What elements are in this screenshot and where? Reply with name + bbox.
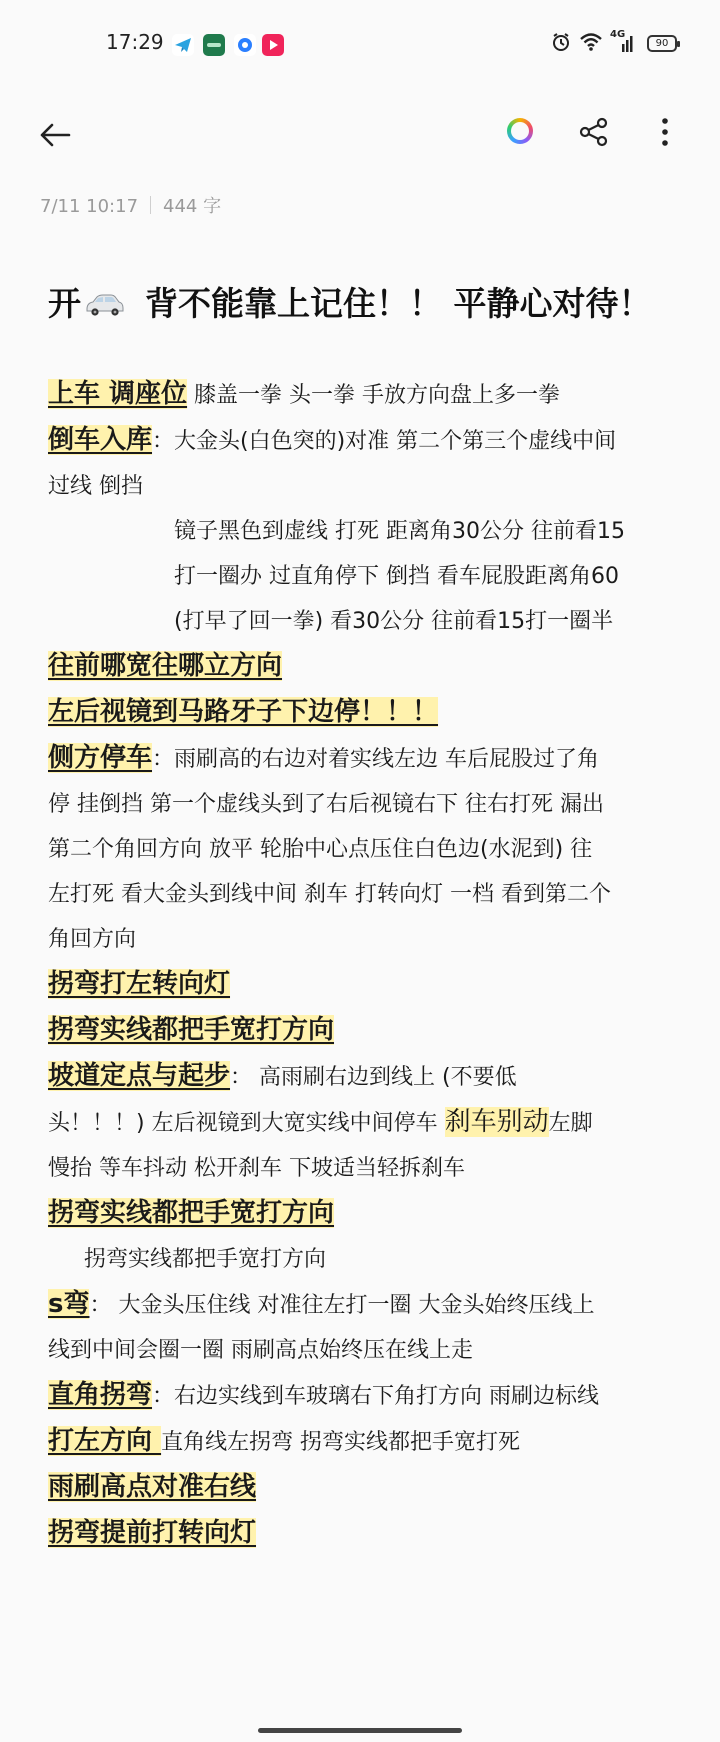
highlighted-heading: 拐弯实线都把手宽打方向 <box>48 1198 335 1228</box>
note-line <box>48 554 678 599</box>
highlighted-heading: 拐弯打左转向灯 <box>48 969 231 999</box>
note-text: 膝盖一拳 头一拳 手放方向盘上多一拳 <box>187 383 561 408</box>
wifi-icon <box>580 32 602 56</box>
status-time: 17:29 <box>106 30 164 54</box>
note-line <box>48 1465 678 1511</box>
title-prefix: 开 <box>48 284 81 323</box>
share-icon[interactable] <box>578 116 610 148</box>
note-line <box>48 1191 678 1237</box>
color-theme-icon[interactable] <box>507 118 533 144</box>
note-line <box>48 509 678 554</box>
battery-indicator: 90 <box>647 35 677 52</box>
more-options-icon[interactable] <box>656 114 674 150</box>
network-type: 4G <box>610 29 626 40</box>
note-line <box>48 1054 678 1100</box>
note-line <box>48 1008 678 1054</box>
note-date: 7/11 10:17 <box>40 196 139 217</box>
note-line <box>48 872 678 917</box>
note-text: 打一圈办 过直角停下 倒挡 看车屁股距离角60 <box>174 564 619 589</box>
highlighted-heading: 打左方向 <box>48 1426 162 1456</box>
blue-app-notification-icon <box>234 34 256 56</box>
note-line <box>48 736 678 782</box>
highlighted-heading: 拐弯提前打转向灯 <box>48 1518 257 1548</box>
note-line <box>48 827 678 872</box>
note-line <box>48 1237 678 1282</box>
note-line <box>48 372 678 418</box>
note-line <box>48 1328 678 1373</box>
note-text: 拐弯实线都把手宽打方向 <box>84 1247 327 1272</box>
highlighted-heading: 往前哪宽往哪立方向 <box>48 651 283 681</box>
note-text: ：雨刷高的右边对着实线左边 车后屁股过了角 <box>152 747 600 772</box>
note-body[interactable] <box>48 372 678 1557</box>
note-line <box>48 962 678 1008</box>
note-text: ：右边实线到车玻璃右下角打方向 雨刷边标线 <box>152 1384 600 1409</box>
highlighted-heading: 坡道定点与起步 <box>48 1061 231 1091</box>
note-text: 角回方向 <box>48 927 137 952</box>
note-title[interactable] <box>48 278 652 325</box>
meta-divider <box>150 196 151 214</box>
highlighted-heading: 左后视镜到马路牙子下边停！！！ <box>48 697 439 727</box>
note-text: 头！！！) 左后视镜到大宽实线中间停车 <box>48 1111 445 1136</box>
title-text: 背不能靠上记住！！ 平静心对待！ <box>145 284 652 323</box>
highlighted-heading: 倒车入库 <box>48 425 153 455</box>
note-line <box>48 644 678 690</box>
highlighted-heading: 雨刷高点对准右线 <box>48 1472 257 1502</box>
note-line <box>48 690 678 736</box>
note-line <box>48 917 678 962</box>
highlighted-heading: 上车 调座位 <box>48 379 188 409</box>
note-text: 左脚 <box>548 1111 593 1136</box>
note-text: 直角线左拐弯 拐弯实线都把手宽打死 <box>161 1430 521 1455</box>
note-line <box>48 1282 678 1328</box>
alarm-icon <box>551 32 571 56</box>
status-bar <box>0 0 720 92</box>
note-meta <box>40 192 221 218</box>
highlighted-heading: 侧方停车 <box>48 743 153 773</box>
highlighted-heading: 直角拐弯 <box>48 1380 153 1410</box>
note-text: ： 大金头压住线 对准往左打一圈 大金头始终压线上 <box>89 1293 595 1318</box>
note-line <box>48 1146 678 1191</box>
highlighted-heading: 拐弯实线都把手宽打方向 <box>48 1015 335 1045</box>
note-text: 第二个角回方向 放平 轮胎中心点压住白色边(水泥到) 往 <box>48 837 593 862</box>
note-text: ：大金头(白色突的)对准 第二个第三个虚线中间 <box>152 429 617 454</box>
note-line <box>48 1100 678 1146</box>
note-line <box>48 464 678 509</box>
note-line <box>48 782 678 827</box>
car-emoji-icon <box>83 286 125 310</box>
note-line <box>48 1511 678 1557</box>
highlighted-text: 刹车别动 <box>444 1107 549 1137</box>
note-text: ： 高雨刷右边到线上 (不要低 <box>230 1065 517 1090</box>
note-line <box>48 418 678 464</box>
note-text: 过线 倒挡 <box>48 474 143 499</box>
word-count: 444 字 <box>163 196 222 217</box>
back-arrow-icon[interactable] <box>36 116 74 154</box>
note-line <box>48 1373 678 1419</box>
note-text: 慢抬 等车抖动 松开刹车 下坡适当轻拆刹车 <box>48 1156 465 1181</box>
note-line <box>48 599 678 644</box>
green-app-notification-icon <box>203 34 225 56</box>
note-text: 镜子黑色到虚线 打死 距离角30公分 往前看15 <box>174 519 625 544</box>
highlighted-heading: s弯 <box>48 1289 90 1319</box>
note-text: 线到中间会圈一圈 雨刷高点始终压在线上走 <box>48 1338 473 1363</box>
telegram-notification-icon <box>172 34 194 56</box>
video-app-notification-icon <box>262 34 284 56</box>
note-line <box>48 1419 678 1465</box>
note-text: 停 挂倒挡 第一个虚线头到了右后视镜右下 往右打死 漏出 <box>48 792 604 817</box>
note-text: (打早了回一拳) 看30公分 往前看15打一圈半 <box>174 609 614 634</box>
app-bar <box>0 92 720 178</box>
home-indicator[interactable] <box>258 1728 462 1733</box>
note-text: 左打死 看大金头到线中间 刹车 打转向灯 一档 看到第二个 <box>48 882 611 907</box>
